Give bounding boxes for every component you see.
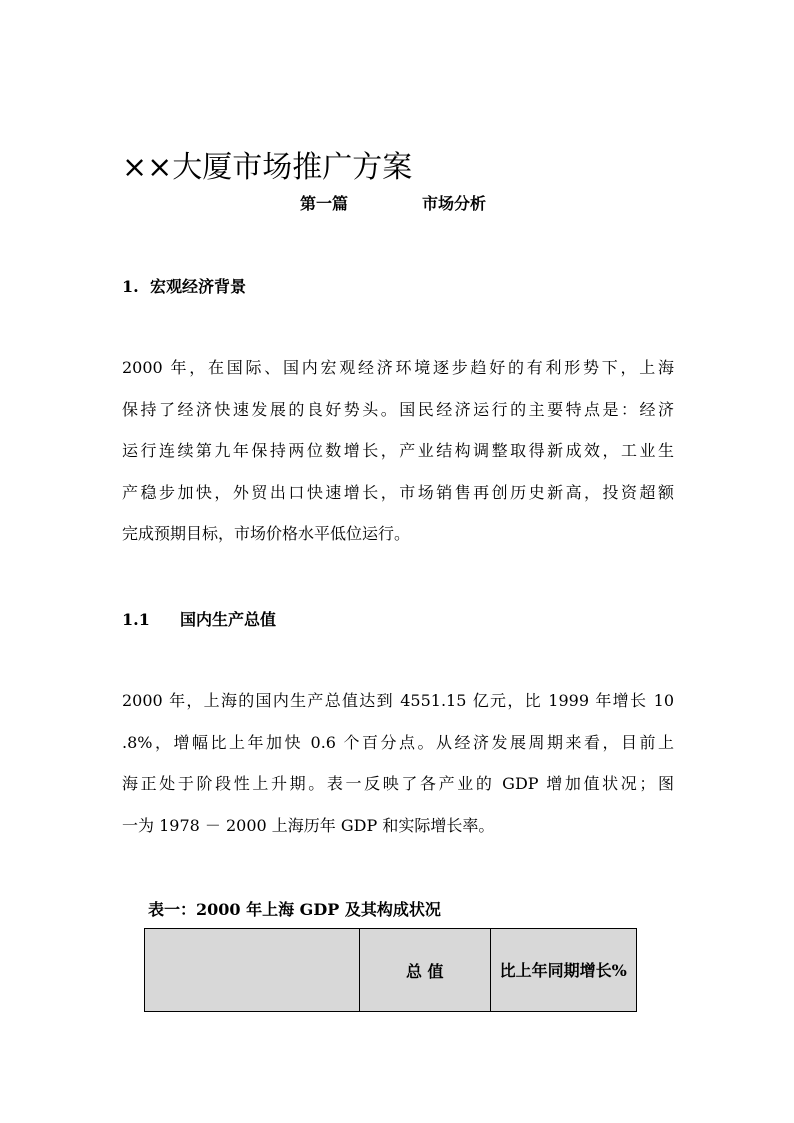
section-1-1-paragraph xyxy=(122,680,674,846)
section-number: 1. xyxy=(122,277,139,296)
document-subtitle xyxy=(300,191,487,214)
table-header-row xyxy=(145,929,637,1012)
section-title: 宏观经济背景 xyxy=(150,277,247,296)
paragraph-line: 2000 年，上海的国内生产总值达到 4551.15 亿元，比 1999 年增长 10 xyxy=(122,691,674,710)
table-header-cell: 比上年同期增长% xyxy=(490,929,637,1012)
subtitle-part: 第一篇 xyxy=(300,194,349,213)
document-title: ××大厦市场推广方案 xyxy=(122,150,413,185)
table-header-cell xyxy=(145,929,360,1012)
paragraph-line: 保持了经济快速发展的良好势头。国民经济运行的主要特点是：经济 xyxy=(122,399,674,419)
paragraph-line: 运行连续第九年保持两位数增长，产业结构调整取得新成效，工业生 xyxy=(122,441,674,460)
section-heading-1 xyxy=(122,274,246,297)
paragraph-line: .8%，增幅比上年加快 0.6 个百分点。从经济发展周期来看，目前上 xyxy=(122,732,674,752)
section-heading-1-1 xyxy=(122,607,276,630)
table-caption: 表一：2000 年上海 GDP 及其构成状况 xyxy=(148,900,441,919)
section-title: 国内生产总值 xyxy=(180,610,277,629)
paragraph-line: 海正处于阶段性上升期。表一反映了各产业的 GDP 增加值状况；图 xyxy=(122,774,674,793)
section-1-paragraph xyxy=(122,347,674,555)
gdp-table xyxy=(144,928,637,1012)
paragraph-line: 完成预期目标，市场价格水平低位运行。 xyxy=(122,524,411,543)
paragraph-line: 一为 1978 － 2000 上海历年 GDP 和实际增长率。 xyxy=(122,815,495,835)
paragraph-line: 2000 年，在国际、国内宏观经济环境逐步趋好的有利形势下，上海 xyxy=(122,358,674,377)
paragraph-line: 产稳步加快，外贸出口快速增长，市场销售再创历史新高，投资超额 xyxy=(122,482,674,502)
subtitle-name: 市场分析 xyxy=(422,194,487,213)
section-number: 1.1 xyxy=(122,610,150,629)
table-header-cell: 总 值 xyxy=(360,929,490,1012)
